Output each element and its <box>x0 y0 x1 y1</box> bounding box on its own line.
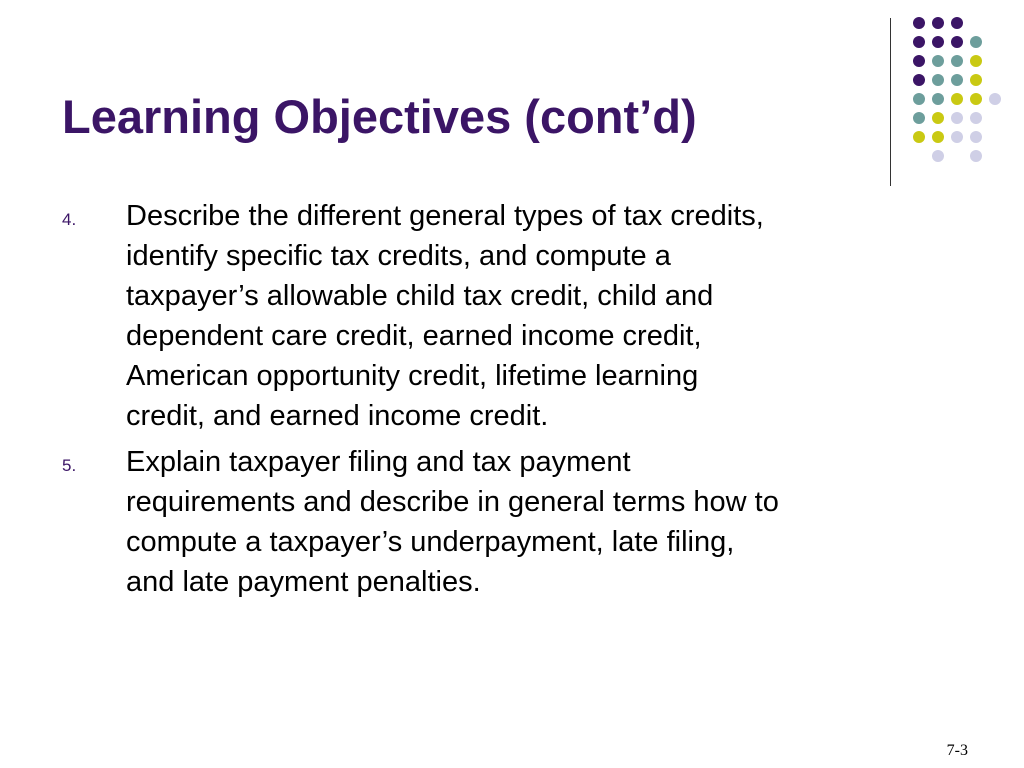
text-line: American opportunity credit, lifetime learning <box>126 360 699 392</box>
decorative-dot <box>913 17 925 29</box>
decorative-divider <box>890 18 891 186</box>
decorative-dot <box>970 93 982 105</box>
decorative-dot <box>932 150 944 162</box>
decorative-dot <box>932 17 944 29</box>
decorative-dot <box>951 36 963 48</box>
list-item <box>62 196 982 436</box>
decorative-dot <box>951 131 963 143</box>
list-item-text <box>126 442 982 602</box>
decorative-dot <box>970 131 982 143</box>
decorative-dot <box>913 55 925 67</box>
decorative-dot <box>951 74 963 86</box>
decorative-dot <box>932 55 944 67</box>
decorative-dot <box>932 131 944 143</box>
text-line: dependent care credit, earned income credit, <box>126 320 702 352</box>
decorative-dot <box>951 17 963 29</box>
list-item <box>62 442 982 602</box>
decorative-dot <box>970 74 982 86</box>
text-line: Explain taxpayer filing and tax payment <box>126 446 631 478</box>
decorative-dot <box>970 150 982 162</box>
decorative-dot <box>970 112 982 124</box>
text-line: and late payment penalties. <box>126 566 481 598</box>
decorative-dot <box>913 131 925 143</box>
text-line: compute a taxpayer’s underpayment, late filing, <box>126 526 735 558</box>
slide-title: Learning Objectives (cont’d) <box>62 90 697 143</box>
decorative-dot <box>932 112 944 124</box>
decorative-dot <box>951 93 963 105</box>
decorative-dot <box>913 74 925 86</box>
decorative-dot <box>989 93 1001 105</box>
text-line: credit, and earned income credit. <box>126 400 549 432</box>
list-item-text <box>126 196 982 436</box>
text-line: Describe the different general types of tax credits, <box>126 200 764 232</box>
text-line: taxpayer’s allowable child tax credit, child and <box>126 280 714 312</box>
decorative-dot <box>970 36 982 48</box>
list-item-number: 4. <box>62 210 77 229</box>
text-line: identify specific tax credits, and compute a <box>126 240 671 272</box>
decorative-dot <box>913 36 925 48</box>
decorative-dot <box>913 112 925 124</box>
decorative-dot <box>932 93 944 105</box>
list-item-number: 5. <box>62 456 77 475</box>
decorative-dot <box>932 74 944 86</box>
decorative-dot <box>913 93 925 105</box>
decorative-dot <box>970 55 982 67</box>
objectives-list <box>62 196 982 608</box>
page-number: 7-3 <box>946 742 968 759</box>
decorative-dot <box>932 36 944 48</box>
decorative-dot <box>951 55 963 67</box>
text-line: requirements and describe in general terms how to <box>126 486 779 518</box>
decorative-dot <box>951 112 963 124</box>
